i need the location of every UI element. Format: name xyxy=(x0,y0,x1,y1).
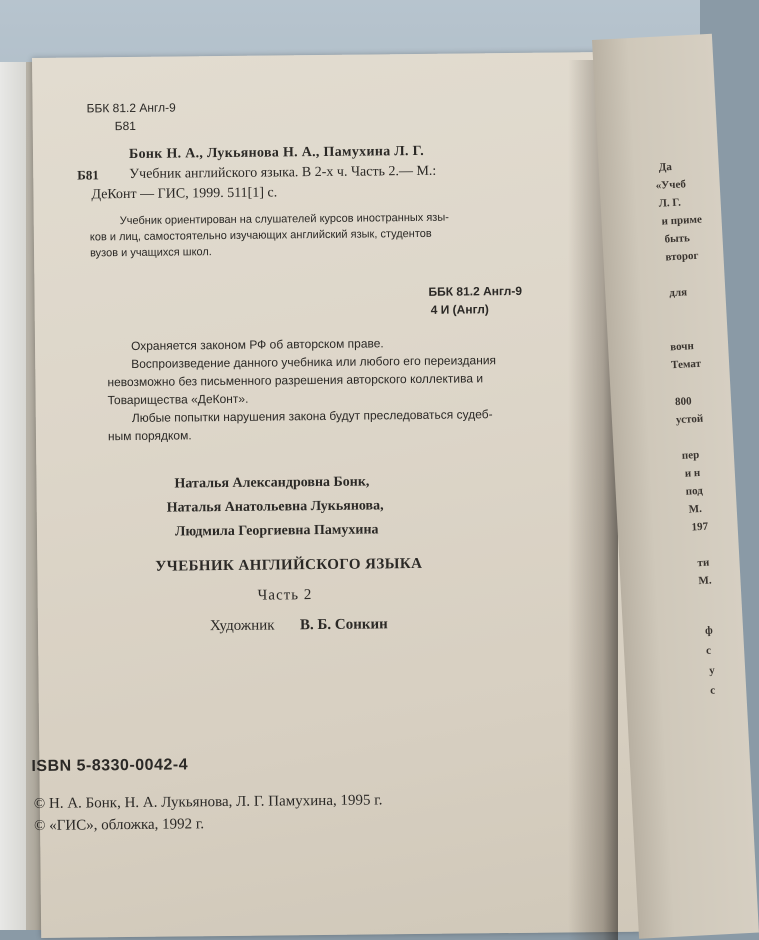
facing-page: Да «Учеб Л. Г. и приме быть второг для вочн Темат 800 устой пер и н под М. 197 ти М. ф с у с xyxy=(592,34,759,939)
annotation-line-1: Учебник ориентирован на слушателей курсов иностранных язы- xyxy=(119,211,449,228)
part-number: Часть 2 xyxy=(257,587,313,604)
book-page xyxy=(32,52,641,938)
author-name-3: Людмила Георгиевна Памухина xyxy=(174,522,379,540)
annotation-line-3: вузов и учащихся школ. xyxy=(89,246,212,260)
notice-line-5: Любые попытки нарушения закона будут преследоваться судеб- xyxy=(131,407,493,425)
author-name-1: Наталья Александровна Бонк, xyxy=(174,474,370,492)
biblio-line-1: Учебник английского языка. В 2-х ч. Часть 2.— М.: xyxy=(129,163,437,182)
notice-line-3: невозможно без письменного разрешения авторского коллектива и xyxy=(107,371,484,390)
notice-line-6: ным порядком. xyxy=(107,428,192,444)
copyright-line-2: © «ГИС», обложка, 1992 г. xyxy=(33,816,205,835)
copyright-line-1: © Н. А. Бонк, Н. А. Лукьянова, Л. Г. Памухина, 1995 г. xyxy=(33,792,383,813)
notice-line-2: Воспроизведение данного учебника или любого его переиздания xyxy=(131,353,497,371)
artist-name: В. Б. Сонкин xyxy=(299,616,388,634)
artist-label: Художник xyxy=(209,617,275,635)
biblio-line-2: ДеКонт — ГИС, 1999. 511[1] с. xyxy=(91,185,278,203)
bbk-code-top: ББК 81.2 Англ-9 xyxy=(86,100,176,116)
notice-line-1: Охраняется законом РФ об авторском праве. xyxy=(130,336,384,353)
index-letter: Б81 xyxy=(77,167,99,183)
book-title: УЧЕБНИК АНГЛИЙСКОГО ЯЗЫКА xyxy=(155,555,423,575)
author-name-2: Наталья Анатольевна Лукьянова, xyxy=(166,498,384,516)
index-code-top: Б81 xyxy=(114,118,137,134)
isbn: ISBN 5-8330-0042-4 xyxy=(31,756,189,776)
authors-line: Бонк Н. А., Лукьянова Н. А., Памухина Л. Г. xyxy=(128,143,425,162)
library-code-right: 4 И (Англ) xyxy=(430,302,489,317)
bbk-code-right: ББК 81.2 Англ-9 xyxy=(428,283,523,299)
annotation-line-2: ков и лиц, самостоятельно изучающих английский язык, студентов xyxy=(89,227,432,244)
notice-line-4: Товарищества «ДеКонт». xyxy=(107,391,249,408)
